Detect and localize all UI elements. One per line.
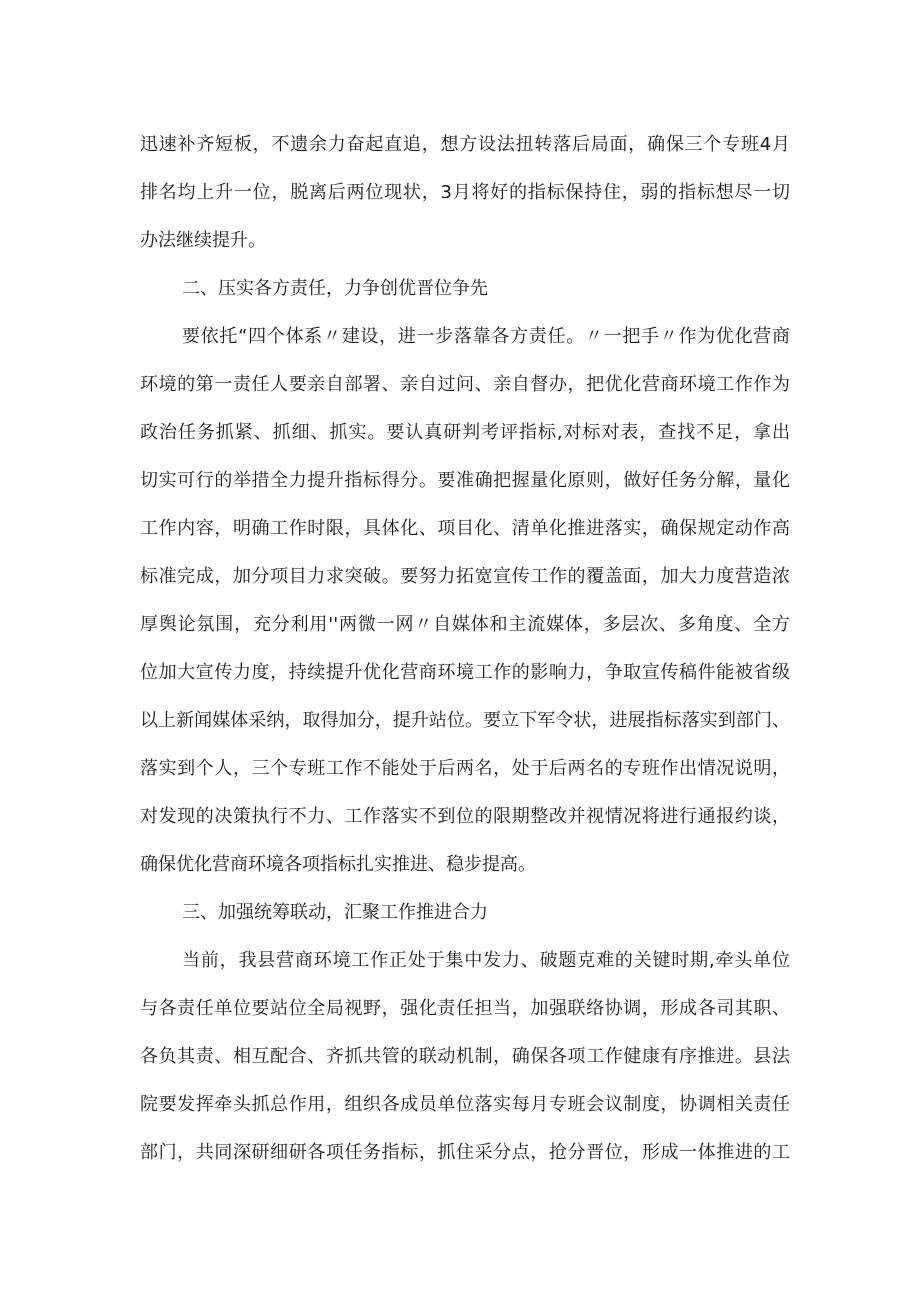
- section-heading: 二、压实各方责任，力争创优晋位争先: [182, 278, 488, 299]
- paragraph-line: 确保优化营商环境各项指标扎实推进、稳步提高。: [140, 854, 536, 875]
- paragraph-line: 各负其责、相互配合、齐抓共管的联动机制，确保各项工作健康有序推进。县法: [140, 1046, 790, 1067]
- paragraph-line: 办法继续提升。: [140, 230, 266, 251]
- paragraph-line: 与各责任单位要站位全局视野，强化责任担当，加强联络协调，形成各司其职、: [140, 998, 790, 1019]
- paragraph-line: 切实可行的举措全力提升指标得分。要准确把握量化原则，做好任务分解，量化: [140, 470, 790, 491]
- paragraph-line: 排名均上升一位，脱离后两位现状，3月将好的指标保持住，弱的指标想尽一切: [140, 182, 790, 203]
- paragraph-line: 院要发挥牵头抓总作用，组织各成员单位落实每月专班会议制度，协调相关责任: [140, 1094, 790, 1115]
- paragraph-line: 部门，共同深研细研各项任务指标，抓住采分点，抢分晋位，形成一体推进的工: [140, 1142, 790, 1163]
- paragraph-line: 工作内容，明确工作时限，具体化、项目化、清单化推进落实，确保规定动作高: [140, 518, 790, 539]
- section-heading: 三、加强统筹联动，汇聚工作推进合力: [182, 902, 488, 923]
- paragraph-line: 标准完成，加分项目力求突破。要努力拓宽宣传工作的覆盖面，加大力度营造浓: [140, 566, 790, 587]
- paragraph-line: 对发现的决策执行不力、工作落实不到位的限期整改并视情况将进行通报约谈，: [140, 806, 790, 827]
- paragraph-line: 要依托“四个体系〃建设，进一步落靠各方责任。〃一把手〃作为优化营商: [182, 326, 790, 347]
- paragraph-line: 迅速补齐短板，不遗余力奋起直追，想方设法扭转落后局面，确保三个专班4月: [140, 134, 790, 155]
- paragraph-line: 落实到个人，三个专班工作不能处于后两名，处于后两名的专班作出情况说明，: [140, 758, 790, 779]
- paragraph-line: 位加大宣传力度，持续提升优化营商环境工作的影响力，争取宣传稿件能被省级: [140, 662, 790, 683]
- paragraph-line: 环境的第一责任人要亲自部署、亲自过问、亲自督办，把优化营商环境工作作为: [140, 374, 790, 395]
- paragraph-line: 以上新闻媒体采纳，取得加分，提升站位。要立下军令状，进展指标落实到部门、: [140, 710, 790, 731]
- paragraph-line: 当前，我县营商环境工作正处于集中发力、破题克难的关键时期,牵头单位: [182, 950, 790, 971]
- paragraph-line: 厚舆论氛围，充分利用''两微一网〃自媒体和主流媒体，多层次、多角度、全方: [140, 614, 790, 635]
- paragraph-line: 政治任务抓紧、抓细、抓实。要认真研判考评指标,对标对表，查找不足，拿出: [140, 422, 790, 443]
